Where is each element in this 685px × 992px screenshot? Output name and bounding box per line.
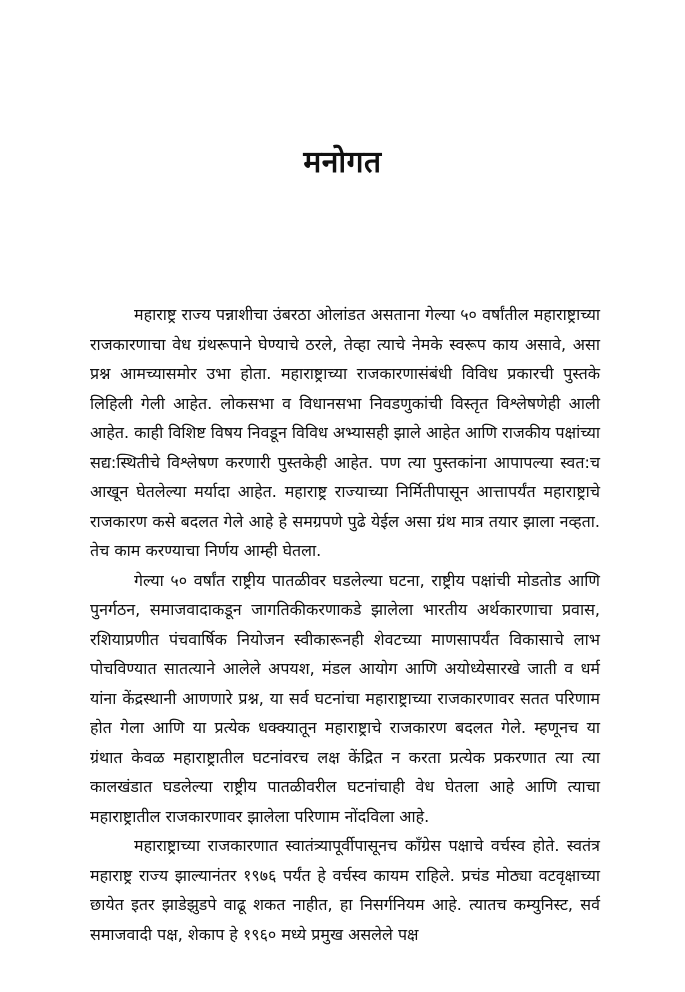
paragraph-3: महाराष्ट्राच्या राजकारणात स्वातंत्र्यापूर्वीपासूनच काँग्रेस पक्षाचे वर्चस्व होते. स्वतंत्र महाराष्ट्र राज्य झाल्यानंतर १९७६ पर्यंत हे वर्चस्व कायम राहिले. प्रचंड मोठ्या वटवृक्षाच्या छायेत इतर झाडेझुडपे वाढू शकत नाहीत, हा निसर्गनियम आहे. त्यातच कम्युनिस्ट, सर्व समाजवादी पक्ष, शेकाप हे १९६० मध्ये प्रमुख असलेले पक्ष xyxy=(90,836,600,944)
body-text xyxy=(90,300,600,949)
paragraph-1: महाराष्ट्र राज्य पन्नाशीचा उंबरठा ओलांडत असताना गेल्या ५० वर्षांतील महाराष्ट्राच्या राजकारणाचा वेध ग्रंथरूपाने घेण्याचे ठरले, तेव्हा त्याचे नेमके स्वरूप काय असावे, असा प्रश्न आमच्यासमोर उभा होता. महाराष्ट्राच्या राजकारणासंबंधी विविध प्रकारची पुस्तके लिहिली गेली आहेत. लोकसभा व विधानसभा निवडणुकांची विस्तृत विश्लेषणेही आली आहेत. काही विशिष्ट विषय निवडून विविध अभ्यासही झाले आहेत आणि राजकीय पक्षांच्या सद्य:स्थितीचे विश्लेषण करणारी पुस्तकेही आहेत. पण त्या पुस्तकांना आपापल्या स्वत:च आखून घेतलेल्या मर्यादा आहेत. महाराष्ट्र राज्याच्या निर्मितीपासून आत्तापर्यंत महाराष्ट्राचे राजकारण कसे बदलत गेले आहे हे समग्रपणे पुढे येईल असा ग्रंथ मात्र तयार झाला नव्हता. तेच काम करण्याचा निर्णय आम्ही घेतला. xyxy=(90,305,600,560)
paragraph-2: गेल्या ५० वर्षांत राष्ट्रीय पातळीवर घडलेल्या घटना, राष्ट्रीय पक्षांची मोडतोड आणि पुनर्गठन, समाजवादाकडून जागतिकीकरणाकडे झालेला भारतीय अर्थकारणाचा प्रवास, रशियाप्रणीत पंचवार्षिक नियोजन स्वीकारूनही शेवटच्या माणसापर्यंत विकासाचे लाभ पोचविण्यात सातत्याने आलेले अपयश, मंडल आयोग आणि अयोध्येसारखे जाती व धर्म यांना केंद्रस्थानी आणणारे प्रश्न, या सर्व घटनांचा महाराष्ट्राच्या राजकारणावर सतत परिणाम होत गेला आणि या प्रत्येक धक्क्यातून महाराष्ट्राचे राजकारण बदलत गेले. म्हणूनच या ग्रंथात केवळ महाराष्ट्रातील घटनांवरच लक्ष केंद्रित न करता प्रत्येक प्रकरणात त्या त्या कालखंडात घडलेल्या राष्ट्रीय पातळीवरील घटनांचाही वेध घेतला आहे आणि त्याचा महाराष्ट्रातील राजकारणावर झालेला परिणाम नोंदविला आहे. xyxy=(90,570,600,826)
page-title: मनोगत xyxy=(303,145,382,180)
